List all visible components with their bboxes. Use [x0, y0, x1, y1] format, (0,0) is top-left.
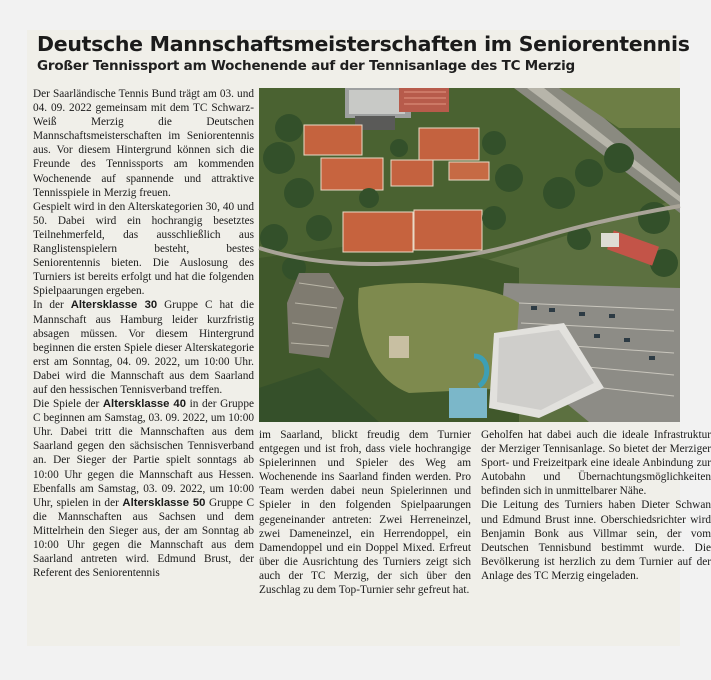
paragraph-intro: Der Saarländische Tennis Bund trägt am 03. und 04. 09. 2022 gemeinsam mit dem TC Schwarz-Weiß Merzig die Deutschen Mannschaftsmeisterschaften im Seniorentennis aus. Vor diesem Hintergrund können sich die Freunde des Tennissports am kommenden Wochenende auf spannende und attraktive Tennisspiele in Merzig freuen.: [33, 88, 254, 199]
bold-altersklasse-40: Altersklasse 40: [102, 398, 186, 411]
bold-altersklasse-30: Altersklasse 30: [70, 299, 158, 312]
text-column-1: [33, 87, 254, 647]
paragraph-infrastructure: Geholfen hat dabei auch die ideale Infrastruktur der Merziger Tennisanlage. So bietet der Merziger Sport- und Freizeitpark eine ideale Anbindung zur Autobahn und Übernachtungsmöglichkeiten befinden sich in unmittelbarer Nähe.: [481, 429, 711, 498]
paragraph-categories: Gespielt wird in den Alterskategorien 30, 40 und 50. Dabei wird ein hochrangig besetztes Teilnehmerfeld, das ausschließlich aus Ranglistenspielern besteht, bestes Seniorentennis bieten. Die Auslosung des Turniers ist bereits erfolgt und hat die folgenden Spielpaarungen ergeben.: [33, 200, 254, 298]
paragraph-tournament-leadership: Die Leitung des Turniers haben Dieter Schwan und Edmund Brust inne. Oberschiedsrichter wird Benjamin Bonk aus Villmar sein, der vom Deutschen Tennisbund bestimmt wurde. Die Bevölkerung ist herzlich zu dem Turnier auf der Anlage des TC Merzig eingeladen.: [481, 499, 711, 582]
paragraph-altersklasse-30: In der Altersklasse 30 Gruppe C hat die Mannschaft aus Hamburg leider kurzfristig absagen müssen. Vor diesem Hintergrund beginnen die ersten Spiele dieser Alterskategorie erst am Sonntag, 04. 09. 2022, um 10:00 Uhr. Dabei wird die Mannschaft aus dem Saarland auf den hessischen Tennisverband treffen.: [33, 299, 255, 396]
paragraph-column-2: im Saarland, blickt freudig dem Turnier entgegen und ist froh, dass viele hochrangige Spielerinnen und Spieler des Weg am Wochenende ins Saarland finden werden. Pro Team werden dabei neun Spielerinnen und Spieler in den folgenden Spielpaarungen gegeneinander antreten: Zwei Herreneinzel, zwei Dameneinzel, ein Herrendoppel, ein Damendoppel und ein Doppel Mixed. Erfreut über die Ausrichtung des Turniers zeigt sich auch der TC Merzig, der sich über den Zuschlag zu dem Top-Turnier sehr gefreut hat.: [259, 429, 471, 597]
aerial-photo-tennis-facility: [259, 88, 680, 422]
article-headline: Deutsche Mannschaftsmeisterschaften im Seniorentennis: [37, 32, 690, 56]
newspaper-clipping: [27, 30, 711, 646]
paragraph-altersklasse-40-50: Die Spiele der Altersklasse 40 in der Gruppe C beginnen am Samstag, 03. 09. 2022, um 10:00 Uhr. Dabei tritt die Mannschaften aus dem Saarland gegen den sächsischen Tennisverband an. Der Sieger der Partie spielt sonntags ab 10:00 Uhr gegen die Mannschaft aus Hessen. Ebenfalls am Samstag, 03. 09. 2022, um 10:00 Uhr, spielen in der Altersklasse 50 Gruppe C die Mannschaften aus Sachsen und dem Mittelrhein den Sieger aus, der am Sonntag ab 10:00 Uhr gegen die Mannschaft aus dem Saarland antreten wird. Edmund Brust, der Referent des Seniorentennis: [33, 398, 254, 580]
bold-altersklasse-50: Altersklasse 50: [122, 496, 206, 509]
article-subheadline: Großer Tennissport am Wochenende auf der Tennisanlage des TC Merzig: [37, 58, 575, 74]
text-column-2: [259, 428, 471, 597]
text-column-3: [481, 428, 711, 583]
